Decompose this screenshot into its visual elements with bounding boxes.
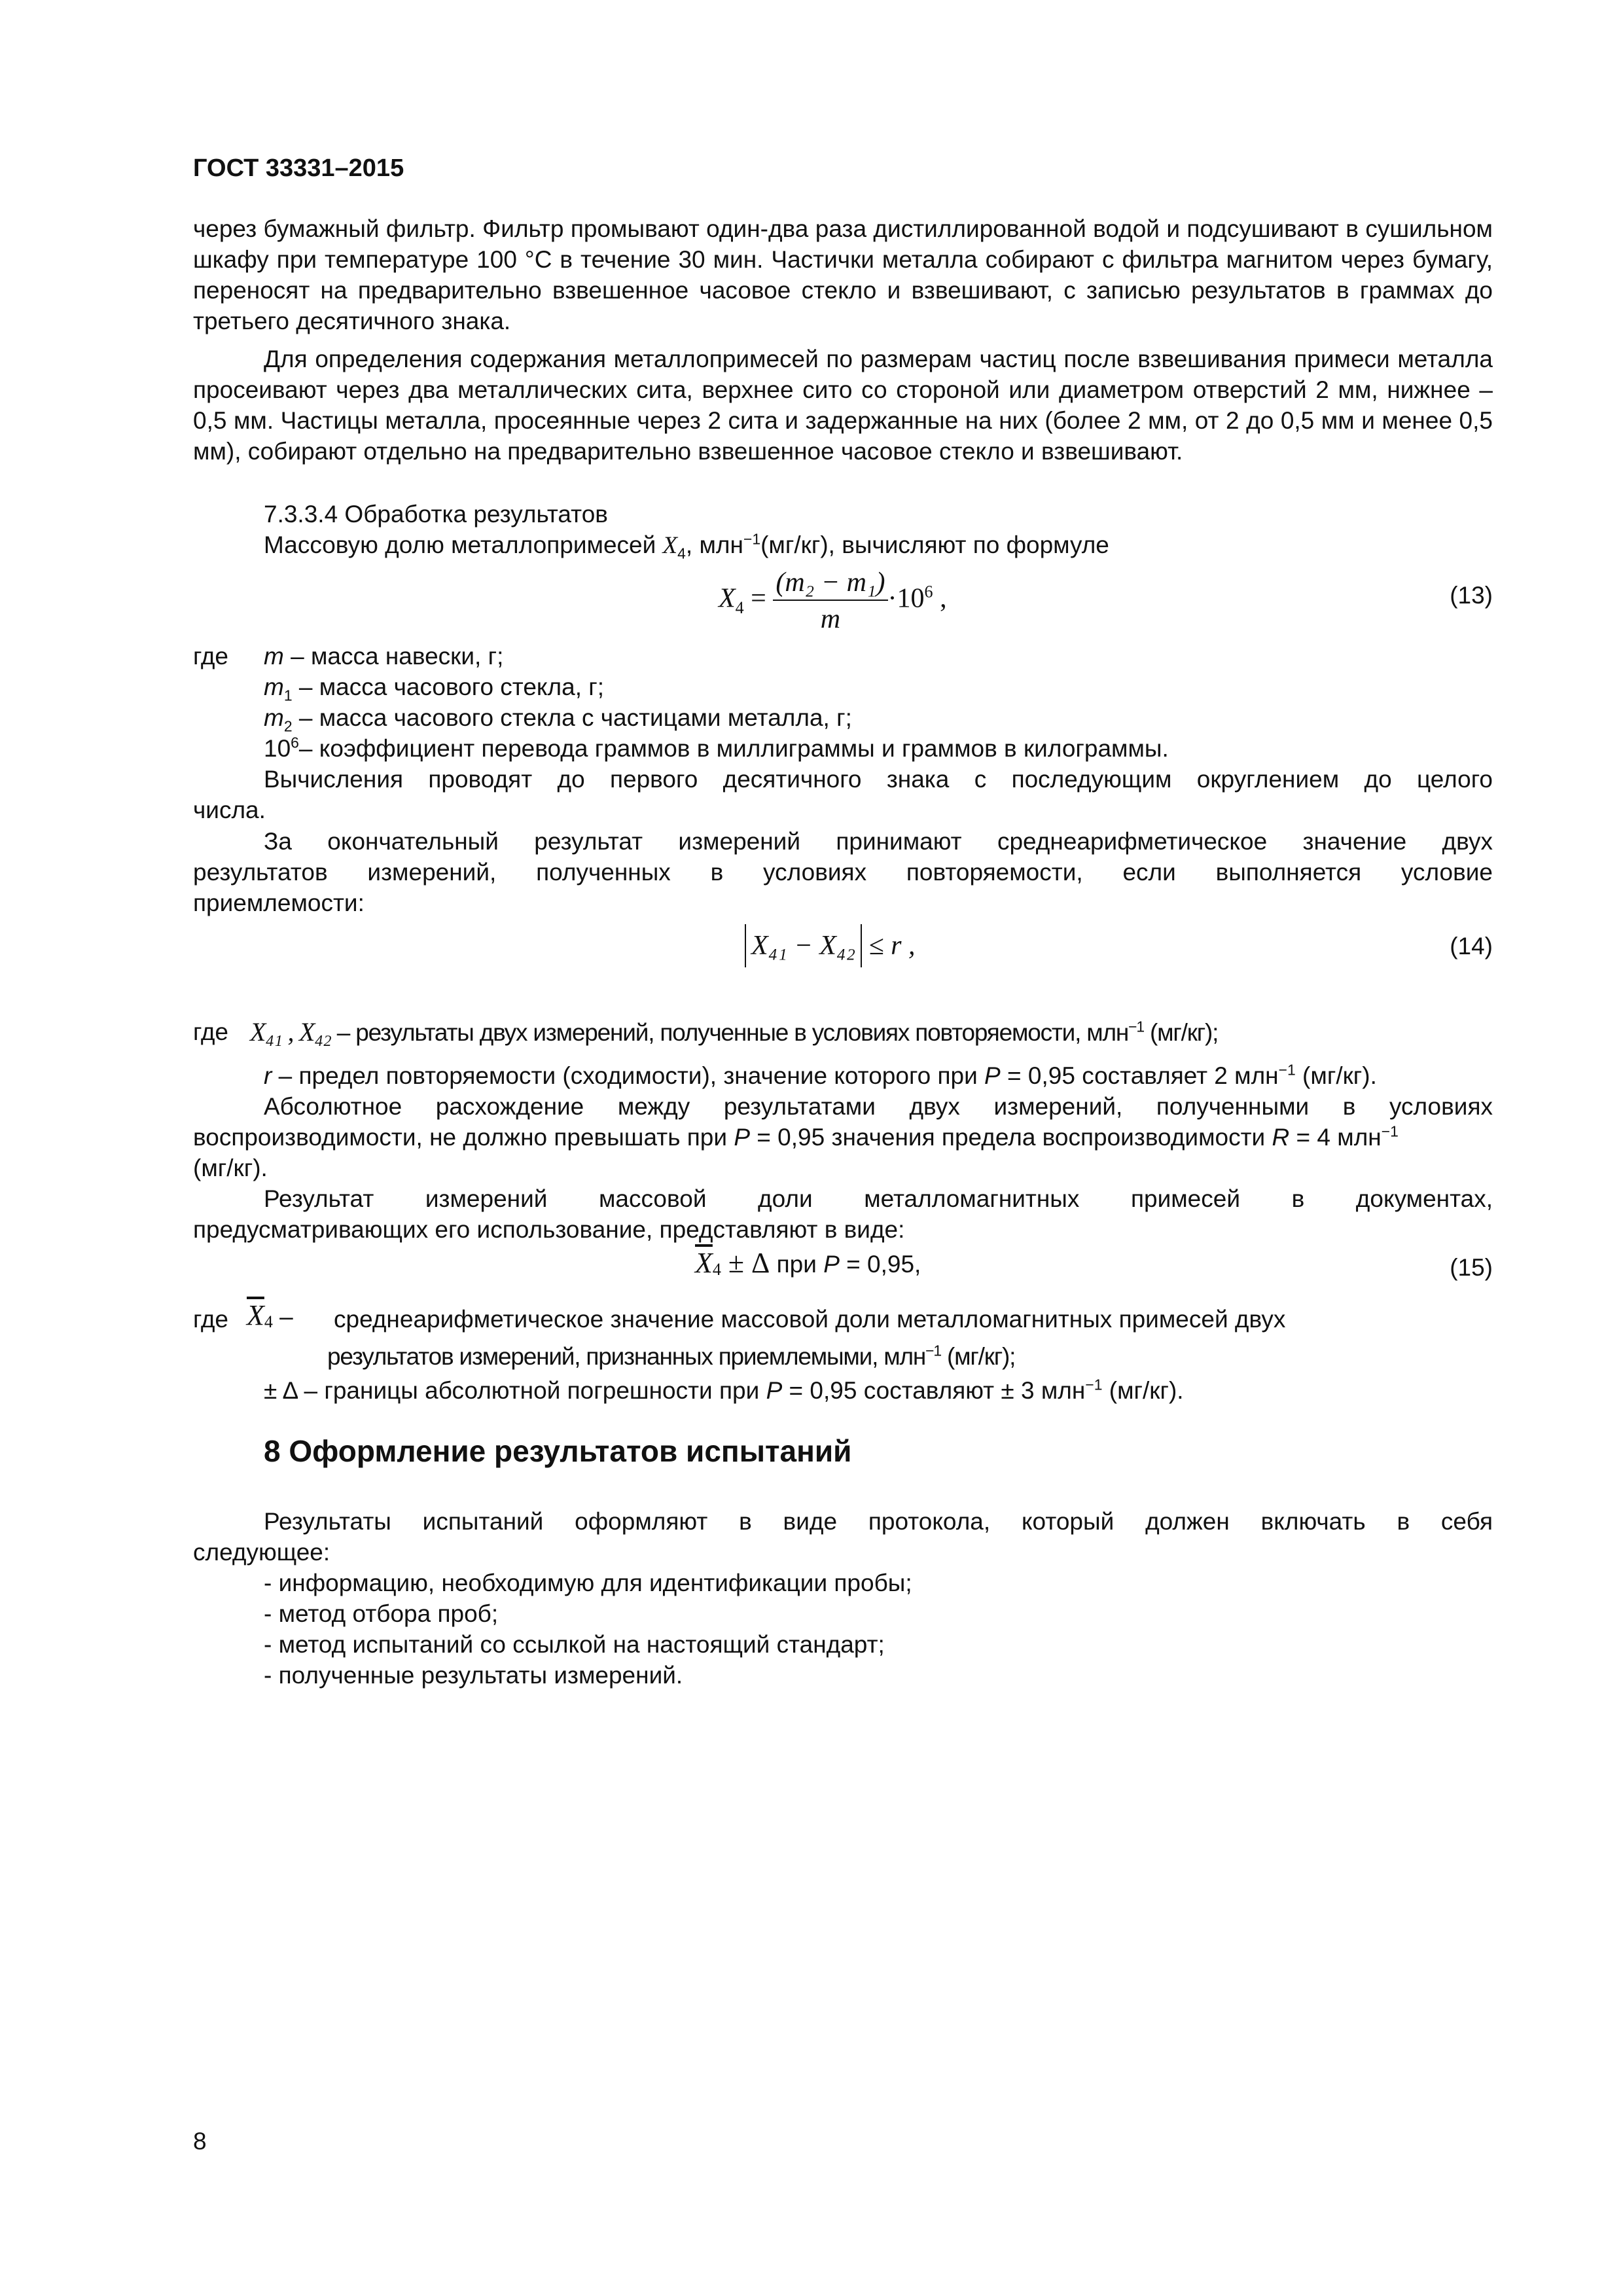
definition-x4-mean-line-2: результатов измерений, признанных приемлемыми, млн$^{-1}$ (мг/кг); — [327, 1342, 1016, 1370]
paragraph-calculations: Вычисления проводят до первого десятичного знака с последующим округлением до целого числа. — [193, 766, 1493, 823]
where-label: где — [193, 643, 229, 670]
where-label-15: где — [193, 1306, 229, 1333]
subsection-7-3-3-4: 7.3.3.4 Обработка результатов — [264, 501, 608, 528]
where-label-14: где — [193, 1018, 229, 1045]
mass-fraction-intro: Массовую долю металлопримесей $X_4$, млн$^{-1}$(мг/кг), вычисляют по формуле — [264, 530, 1109, 562]
equation-13: $X_4$ = $\frac{\text{(m₂ − m₁)}}{m}$ $\cdot 10^6$ , — [719, 567, 947, 634]
paragraph-final-result: За окончательный результат измерений принимают среднеарифметическое значение двух результатов измерений, полученных в условиях повторяемости, если выполняется условие приемлемости: — [193, 828, 1493, 916]
definition-x4-mean-symbol: $\overline{X}_4$ – — [247, 1299, 293, 1332]
definition-x4-mean-line-1: среднеарифметическое значение массовой доли металломагнитных примесей двух — [334, 1306, 1286, 1333]
list-item: - метод испытаний со ссылкой на настоящий стандарт; — [264, 1631, 885, 1658]
equation-15: $\overline{X}_4 \pm \Delta$ при P = 0,95, — [695, 1247, 921, 1280]
definition-r: r – предел повторяемости (сходимости), значение которого при P = 0,95 составляет 2 млн$^{-1}$ (мг/кг). — [264, 1061, 1377, 1089]
equation-13-number: (13) — [1450, 582, 1493, 609]
paragraph-text: Для определения содержания металлопримесей по размерам частиц после взвешивания примеси металла просеивают через два металлических сита, верхнее сито со стороной или диаметром отверстий 2 мм, нижнее – 0,5 мм. Частицы металла, просеянные через 2 сита и задержанные на них (более 2 мм, от 2 до 0,5 мм и менее 0,5 мм), собирают отдельно на предварительно взвешенное часовое стекло и взвешивают. — [193, 346, 1493, 465]
equation-14-number: (14) — [1450, 933, 1493, 960]
paragraph-particle-sizing — [193, 344, 1493, 467]
definition-m2: $m_2$ – масса часового стекла с частицами металла, г; — [264, 704, 852, 735]
definition-coefficient: $10^6-$ коэффициент перевода граммов в миллиграммы и граммов в килограммы. — [264, 734, 1169, 762]
equation-15-number: (15) — [1450, 1254, 1493, 1281]
list-item: - информацию, необходимую для идентификации пробы; — [264, 1570, 912, 1596]
paragraph-text: через бумажный фильтр. Фильтр промывают один-два раза дистиллированной водой и подсушивают в сушильном шкафу при температуре 100 °С в течение 30 мин. Частички металла собирают с фильтра магнитом через бумагу, переносят на предварительно взвешенное часовое стекло и взвешивают, с записью результатов в граммах до третьего десятичного знака. — [193, 215, 1493, 334]
equation-14: X₄₁ − X₄₂ ≤ r , — [745, 924, 915, 967]
section-8-heading: 8 Оформление результатов испытаний — [264, 1434, 852, 1468]
definition-m: m – масса навески, г; — [264, 643, 504, 670]
standard-header: ГОСТ 33331–2015 — [193, 154, 404, 182]
definition-m1: $m_1$ – масса часового стекла, г; — [264, 673, 605, 704]
paragraph-filtering — [193, 213, 1493, 336]
section-8-intro: Результаты испытаний оформляют в виде протокола, который должен включать в себя следующее: — [193, 1508, 1493, 1566]
paragraph-reproducibility: Абсолютное расхождение между результатами двух измерений, полученными в условиях воспроизводимости, не должно превышать при P = 0,95 значения предела воспроизводимости R = 4 млн$^{-1}$ (мг/кг). — [193, 1093, 1493, 1181]
page-number: 8 — [193, 2128, 207, 2155]
list-item: - полученные результаты измерений. — [264, 1662, 683, 1689]
list-item: - метод отбора проб; — [264, 1600, 499, 1627]
reproducibility-line-2: воспроизводимости, не должно превышать при P = 0,95 значения предела воспроизводимости R = 4 млн$^{-1}$ — [193, 1122, 1399, 1151]
paragraph-result-representation: Результат измерений массовой доли металломагнитных примесей в документах, предусматривающих его использование, представляют в виде: — [193, 1185, 1493, 1243]
definition-delta: ± Δ – границы абсолютной погрешности при P = 0,95 составляют ± 3 млн$^{-1}$ (мг/кг). — [264, 1376, 1184, 1404]
definition-x41-x42: X₄₁ , X₄₂ – результаты двух измерений, полученные в условиях повторяемости, млн$^{-1}$ (мг/кг); — [250, 1017, 1219, 1047]
equation-13-fraction: $\frac{\text{(m₂ − m₁)}}{m}$ — [773, 567, 887, 635]
